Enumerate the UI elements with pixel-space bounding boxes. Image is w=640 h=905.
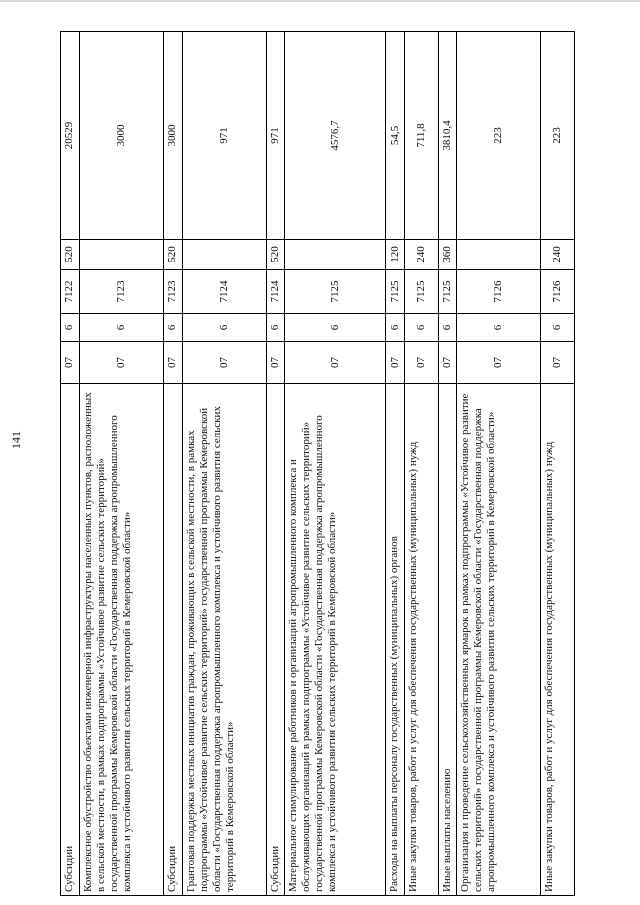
table-row	[163, 32, 182, 896]
section-code-cell: 07	[79, 342, 163, 384]
target-article-cell: 7123	[163, 270, 182, 314]
amount-cell: 4576,7	[285, 32, 386, 240]
amount-cell: 971	[266, 32, 285, 240]
row-name-cell: Материальное стимулирование работников и организаций агропромышленного комплекса и обслуживающих организаций в рамках подпрограммы «Устойчивое развитие сельских территорий» государственной программы Кемеровской области «Государственная поддержка агропромышленного комплекса и устойчивого развития сельских территорий в Кемеровской области»	[285, 384, 386, 896]
table-row	[61, 32, 80, 896]
section-code-cell: 07	[386, 342, 405, 384]
row-name-cell: Грантовая поддержка местных инициатив граждан, проживающих в сельской местности, в рамках подпрограммы «Устойчивое развитие сельских территорий» государственной программы Кемеровской области «Государственная поддержка агропромышленного комплекса и устойчивого развития сельских территорий в Кемеровской области»	[182, 384, 266, 896]
target-article-cell: 7125	[438, 270, 457, 314]
section-code-cell: 07	[61, 342, 80, 384]
amount-cell: 223	[457, 32, 541, 240]
subsection-code-cell: 6	[285, 314, 386, 342]
budget-table-body	[61, 32, 575, 896]
top-rule	[0, 0, 640, 2]
target-article-cell: 7126	[541, 270, 575, 314]
subsection-code-cell: 6	[405, 314, 439, 342]
table-row	[285, 32, 386, 896]
target-article-cell: 7125	[386, 270, 405, 314]
expense-type-cell: 240	[405, 240, 439, 270]
expense-type-cell	[457, 240, 541, 270]
table-row	[386, 32, 405, 896]
subsection-code-cell: 6	[266, 314, 285, 342]
section-code-cell: 07	[182, 342, 266, 384]
expense-type-cell	[182, 240, 266, 270]
target-article-cell: 7124	[182, 270, 266, 314]
table-row	[438, 32, 457, 896]
amount-cell: 711,8	[405, 32, 439, 240]
table-row	[457, 32, 541, 896]
amount-cell: 3000	[163, 32, 182, 240]
section-code-cell: 07	[438, 342, 457, 384]
subsection-code-cell: 6	[182, 314, 266, 342]
subsection-code-cell: 6	[541, 314, 575, 342]
page-number: 141	[9, 431, 23, 449]
table-row	[79, 32, 163, 896]
amount-cell: 20529	[61, 32, 80, 240]
amount-cell: 3000	[79, 32, 163, 240]
table-row	[182, 32, 266, 896]
budget-table	[60, 31, 575, 896]
amount-cell: 54,5	[386, 32, 405, 240]
expense-type-cell: 240	[541, 240, 575, 270]
amount-cell: 971	[182, 32, 266, 240]
section-code-cell: 07	[457, 342, 541, 384]
section-code-cell: 07	[285, 342, 386, 384]
table-row	[541, 32, 575, 896]
row-name-cell: Субсидии	[163, 384, 182, 896]
expense-type-cell	[79, 240, 163, 270]
section-code-cell: 07	[541, 342, 575, 384]
expense-type-cell: 360	[438, 240, 457, 270]
expense-type-cell: 520	[61, 240, 80, 270]
subsection-code-cell: 6	[163, 314, 182, 342]
row-name-cell: Иные закупки товаров, работ и услуг для обеспечения государственных (муниципальных) нужд	[405, 384, 439, 896]
table-row	[266, 32, 285, 896]
target-article-cell: 7123	[79, 270, 163, 314]
target-article-cell: 7126	[457, 270, 541, 314]
expense-type-cell	[285, 240, 386, 270]
subsection-code-cell: 6	[386, 314, 405, 342]
amount-cell: 3810,4	[438, 32, 457, 240]
amount-cell: 223	[541, 32, 575, 240]
section-code-cell: 07	[266, 342, 285, 384]
subsection-code-cell: 6	[438, 314, 457, 342]
row-name-cell: Организация и проведение сельскохозяйственных ярмарок в рамках подпрограммы «Устойчивое развитие сельских территорий» государственной программы Кемеровской области «Государственная поддержка агропромышленного комплекса и устойчивого развития сельских территорий в Кемеровской области»	[457, 384, 541, 896]
table-row	[405, 32, 439, 896]
target-article-cell: 7124	[266, 270, 285, 314]
subsection-code-cell: 6	[79, 314, 163, 342]
row-name-cell: Комплексное обустройство объектами инженерной инфраструктуры населенных пунктов, расположенных в сельской местности, в рамках подпрограммы «Устойчивое развитие сельских территорий» государственной программы Кемеровской области «Государственная поддержка агропромышленного комплекса и устойчивого развития сельских территорий в Кемеровской области»	[79, 384, 163, 896]
row-name-cell: Иные закупки товаров, работ и услуг для обеспечения государственных (муниципальных) нужд	[541, 384, 575, 896]
expense-type-cell: 120	[386, 240, 405, 270]
section-code-cell: 07	[163, 342, 182, 384]
row-name-cell: Расходы на выплаты персоналу государственных (муниципальных) органов	[386, 384, 405, 896]
row-name-cell: Иные выплаты населению	[438, 384, 457, 896]
row-name-cell: Субсидии	[61, 384, 80, 896]
expense-type-cell: 520	[266, 240, 285, 270]
subsection-code-cell: 6	[61, 314, 80, 342]
target-article-cell: 7122	[61, 270, 80, 314]
subsection-code-cell: 6	[457, 314, 541, 342]
section-code-cell: 07	[405, 342, 439, 384]
target-article-cell: 7125	[285, 270, 386, 314]
target-article-cell: 7125	[405, 270, 439, 314]
table-wrapper	[60, 32, 575, 896]
row-name-cell: Субсидии	[266, 384, 285, 896]
expense-type-cell: 520	[163, 240, 182, 270]
